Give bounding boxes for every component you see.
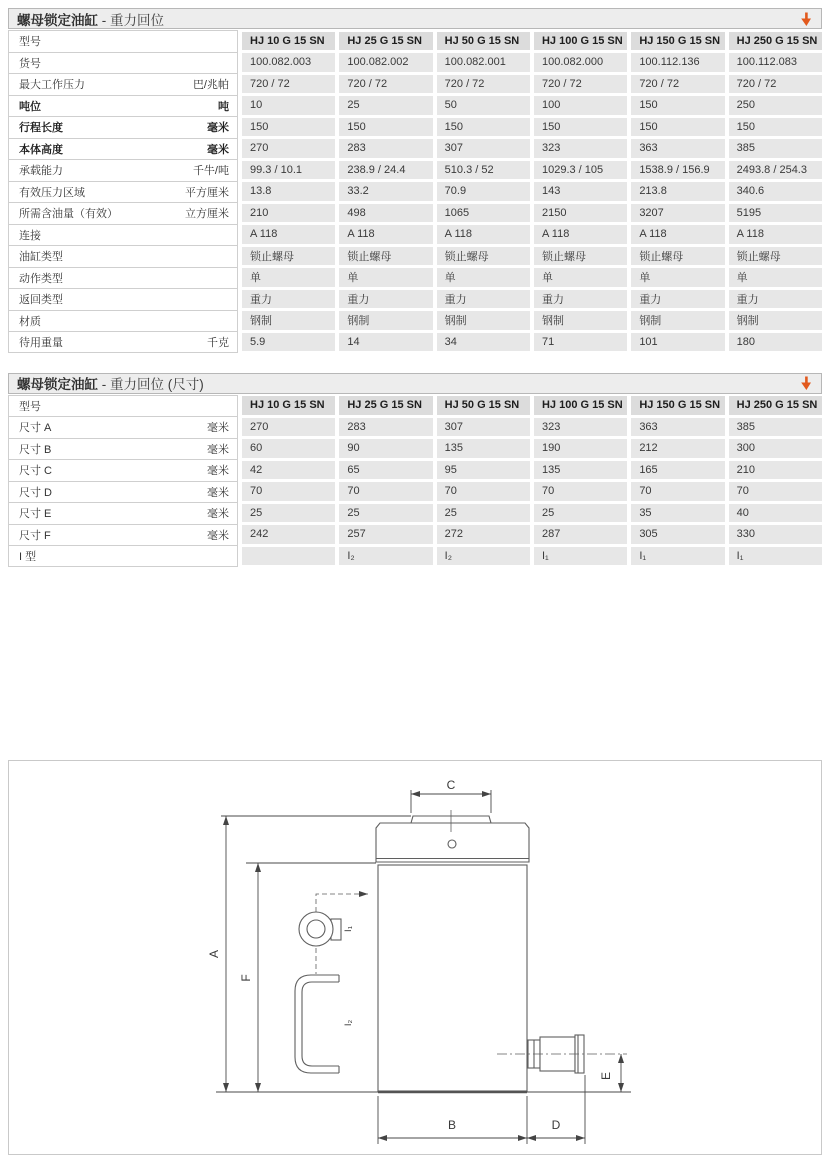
table-row: [8, 267, 822, 289]
table-cell: 25: [339, 504, 432, 523]
table-cell: 35: [631, 504, 724, 523]
section-title: 螺母锁定油缸: [17, 377, 98, 392]
table-cell: 510.3 / 52: [437, 161, 530, 180]
table-cell: 385: [729, 139, 822, 158]
dim-label-c: C: [446, 778, 456, 792]
table-row: [8, 502, 822, 524]
table-cell: 100.082.000: [534, 53, 627, 72]
row-label: 吨位: [19, 100, 41, 113]
table-cell: 单: [339, 268, 432, 287]
table-cell: 10: [242, 96, 335, 115]
table-cell: 100.082.001: [437, 53, 530, 72]
model-column-label: 型号: [19, 36, 41, 49]
table-cell: 25: [437, 504, 530, 523]
column-header: HJ 150 G 15 SN: [631, 396, 724, 415]
table-cell: 重力: [242, 290, 335, 309]
row-label: 有效压力区域: [19, 186, 85, 199]
table-cell: 13.8: [242, 182, 335, 201]
dim-label-a: A: [207, 949, 221, 959]
table-cell: 70: [631, 482, 724, 501]
row-label-cell: [8, 116, 238, 138]
table-cell: 14: [339, 333, 432, 352]
table-cell: 90: [339, 439, 432, 458]
row-label: 尺寸 E: [19, 508, 52, 521]
table-cell: 300: [729, 439, 822, 458]
table-row: [8, 52, 822, 74]
table-cell: 70: [729, 482, 822, 501]
row-unit: 毫米: [207, 529, 229, 542]
table-cell: 213.8: [631, 182, 724, 201]
table-cell: 70.9: [437, 182, 530, 201]
column-header: HJ 150 G 15 SN: [631, 32, 724, 51]
table-row: [8, 245, 822, 267]
table-cell: 单: [437, 268, 530, 287]
table-cell: 238.9 / 24.4: [339, 161, 432, 180]
table-cell: 150: [631, 118, 724, 137]
model-column-label: 型号: [19, 400, 41, 413]
row-label: 尺寸 F: [19, 529, 51, 542]
table-cell: A 118: [437, 225, 530, 244]
table-cell: 242: [242, 525, 335, 544]
table-cell: 283: [339, 139, 432, 158]
table-cell: 单: [242, 268, 335, 287]
table-cell: 330: [729, 525, 822, 544]
table-cell: 100.112.083: [729, 53, 822, 72]
table-cell: 720 / 72: [729, 75, 822, 94]
table-cell: 100.082.003: [242, 53, 335, 72]
table-cell: 150: [242, 118, 335, 137]
row-label-cell: [8, 73, 238, 95]
table-row: [8, 181, 822, 203]
section-subtitle: - 重力回位: [98, 12, 164, 28]
table-row: [8, 331, 822, 353]
table-cell: 720 / 72: [339, 75, 432, 94]
table-cell: 272: [437, 525, 530, 544]
table-cell: 重力: [534, 290, 627, 309]
column-header: HJ 25 G 15 SN: [339, 32, 432, 51]
column-header: HJ 10 G 15 SN: [242, 396, 335, 415]
table-cell: 5.9: [242, 333, 335, 352]
row-label: 本体高度: [19, 143, 63, 156]
table-cell: 锁止螺母: [729, 247, 822, 266]
table-cell: 150: [631, 96, 724, 115]
row-unit: 毫米: [207, 143, 229, 156]
table-cell: A 118: [534, 225, 627, 244]
row-unit: 毫米: [207, 465, 229, 478]
row-label: 连接: [19, 229, 41, 242]
table-cell: A 118: [729, 225, 822, 244]
table-cell: 150: [534, 118, 627, 137]
row-label-cell: [8, 52, 238, 74]
table-cell: 钢制: [534, 311, 627, 330]
row-label: 尺寸 A: [19, 422, 52, 435]
item-label-i1: I₁: [343, 926, 354, 932]
download-arrow-icon[interactable]: [799, 376, 814, 391]
section-title: 螺母锁定油缸: [17, 12, 98, 28]
table-cell: 190: [534, 439, 627, 458]
row-label-cell: [8, 545, 238, 567]
row-label-cell: [8, 331, 238, 353]
row-label: 最大工作压力: [19, 79, 85, 92]
row-label-cell: [8, 181, 238, 203]
table-header-row: [8, 395, 822, 417]
table-cell: 100: [534, 96, 627, 115]
dim-label-e: E: [599, 1071, 613, 1081]
cylinder-drawing: [9, 761, 821, 1154]
table-cell: 270: [242, 139, 335, 158]
table-cell: 71: [534, 333, 627, 352]
row-label: 油缸类型: [19, 251, 63, 264]
table-cell: 498: [339, 204, 432, 223]
table-cell: 363: [631, 139, 724, 158]
column-header: HJ 10 G 15 SN: [242, 32, 335, 51]
table-cell: 307: [437, 418, 530, 437]
column-header: HJ 250 G 15 SN: [729, 396, 822, 415]
table-cell: 720 / 72: [534, 75, 627, 94]
table-cell: A 118: [242, 225, 335, 244]
row-label-cell: [8, 524, 238, 546]
table-header-row: [8, 30, 822, 52]
dim-label-b: B: [447, 1118, 457, 1132]
table-row: [8, 138, 822, 160]
table-cell: [242, 547, 335, 566]
vent-hole: [448, 840, 456, 848]
table-cell: I₁: [534, 547, 627, 566]
column-header: HJ 100 G 15 SN: [534, 396, 627, 415]
row-label-cell: [8, 138, 238, 160]
table-cell: 99.3 / 10.1: [242, 161, 335, 180]
table-row: [8, 438, 822, 460]
table-cell: 3207: [631, 204, 724, 223]
table-cell: 钢制: [437, 311, 530, 330]
table-cell: 257: [339, 525, 432, 544]
table-row: [8, 288, 822, 310]
row-label-cell: [8, 288, 238, 310]
column-header: HJ 50 G 15 SN: [437, 396, 530, 415]
table-cell: 钢制: [242, 311, 335, 330]
table-cell: 25: [534, 504, 627, 523]
table-row: [8, 159, 822, 181]
row-label: 货号: [19, 57, 41, 70]
table-cell: 143: [534, 182, 627, 201]
table-cell: 287: [534, 525, 627, 544]
row-label-cell: [8, 481, 238, 503]
download-arrow-icon[interactable]: [799, 12, 814, 27]
table-cell: 钢制: [729, 311, 822, 330]
row-unit: 毫米: [207, 486, 229, 499]
table-cell: I₂: [437, 547, 530, 566]
row-label: 行程长度: [19, 122, 63, 135]
table-cell: 323: [534, 139, 627, 158]
table-cell: 720 / 72: [437, 75, 530, 94]
column-header: HJ 250 G 15 SN: [729, 32, 822, 51]
handle-icon: [295, 975, 339, 1073]
table-cell: 重力: [437, 290, 530, 309]
table-cell: 150: [729, 118, 822, 137]
row-unit: 毫米: [207, 508, 229, 521]
row-unit: 巴/兆帕: [192, 79, 229, 92]
row-unit: 千克: [207, 336, 229, 349]
row-label-cell: [8, 395, 238, 417]
cylinder-body: [378, 865, 527, 1091]
row-label-cell: [8, 438, 238, 460]
table-cell: 单: [534, 268, 627, 287]
row-label: 返回类型: [19, 294, 63, 307]
table-cell: 25: [339, 96, 432, 115]
table-row: [8, 224, 822, 246]
table-cell: 95: [437, 461, 530, 480]
table-cell: 210: [242, 204, 335, 223]
table-cell: 70: [242, 482, 335, 501]
table-cell: 钢制: [631, 311, 724, 330]
table-cell: 363: [631, 418, 724, 437]
table-cell: 385: [729, 418, 822, 437]
item-label-i2: I₂: [343, 1019, 354, 1027]
table-cell: 70: [534, 482, 627, 501]
row-label-cell: [8, 95, 238, 117]
table-cell: 270: [242, 418, 335, 437]
table-cell: 135: [534, 461, 627, 480]
table-cell: 65: [339, 461, 432, 480]
table-cell: 33.2: [339, 182, 432, 201]
table-cell: 34: [437, 333, 530, 352]
table-cell: 100.082.002: [339, 53, 432, 72]
table-cell: 720 / 72: [631, 75, 724, 94]
dim-label-f: F: [239, 974, 253, 982]
table-cell: 1538.9 / 156.9: [631, 161, 724, 180]
table-row: [8, 545, 822, 567]
row-unit: 毫米: [207, 443, 229, 456]
table-cell: 锁止螺母: [242, 247, 335, 266]
table-cell: 720 / 72: [242, 75, 335, 94]
row-label: 待用重量: [19, 336, 63, 349]
row-label: 所需含油量（有效）: [19, 208, 118, 221]
table-cell: 50: [437, 96, 530, 115]
table-cell: 单: [729, 268, 822, 287]
table-cell: 锁止螺母: [339, 247, 432, 266]
row-label: I 型: [19, 550, 37, 563]
row-label: 尺寸 B: [19, 443, 52, 456]
table-cell: 单: [631, 268, 724, 287]
section-header-dimensions: [8, 373, 822, 394]
lifting-eye-icon: [299, 912, 341, 946]
table-cell: 212: [631, 439, 724, 458]
table-cell: 180: [729, 333, 822, 352]
table-cell: 2150: [534, 204, 627, 223]
column-header: HJ 25 G 15 SN: [339, 396, 432, 415]
row-label-cell: [8, 224, 238, 246]
table-row: [8, 310, 822, 332]
table-row: [8, 416, 822, 438]
row-label-cell: [8, 416, 238, 438]
table-cell: 重力: [729, 290, 822, 309]
leader-dashed: [316, 894, 355, 912]
table-cell: 5195: [729, 204, 822, 223]
table-row: [8, 524, 822, 546]
spec-table: [8, 30, 822, 353]
section-subtitle: - 重力回位 (尺寸): [98, 377, 204, 392]
table-cell: 锁止螺母: [437, 247, 530, 266]
row-unit: 吨: [218, 100, 229, 113]
table-row: [8, 459, 822, 481]
technical-drawing-frame: [8, 760, 822, 1155]
table-cell: I₂: [339, 547, 432, 566]
table-cell: 135: [437, 439, 530, 458]
row-label-cell: [8, 159, 238, 181]
row-label: 尺寸 D: [19, 486, 52, 499]
table-cell: 25: [242, 504, 335, 523]
table-cell: 340.6: [729, 182, 822, 201]
table-cell: 重力: [631, 290, 724, 309]
column-header: HJ 50 G 15 SN: [437, 32, 530, 51]
table-cell: 1029.3 / 105: [534, 161, 627, 180]
row-label-cell: [8, 267, 238, 289]
table-cell: 1065: [437, 204, 530, 223]
table-cell: 210: [729, 461, 822, 480]
row-label-cell: [8, 459, 238, 481]
table-cell: 重力: [339, 290, 432, 309]
row-label: 材质: [19, 315, 41, 328]
dimension-table: [8, 395, 822, 567]
row-unit: 毫米: [207, 422, 229, 435]
table-cell: 70: [339, 482, 432, 501]
table-row: [8, 481, 822, 503]
table-cell: 锁止螺母: [534, 247, 627, 266]
dim-label-d: D: [551, 1118, 561, 1132]
table-cell: 165: [631, 461, 724, 480]
table-cell: I₁: [729, 547, 822, 566]
table-cell: A 118: [339, 225, 432, 244]
row-label-cell: [8, 202, 238, 224]
table-row: [8, 95, 822, 117]
table-cell: 60: [242, 439, 335, 458]
row-label-cell: [8, 310, 238, 332]
table-cell: 150: [339, 118, 432, 137]
row-label-cell: [8, 502, 238, 524]
row-label: 尺寸 C: [19, 465, 52, 478]
table-cell: 150: [437, 118, 530, 137]
table-cell: 钢制: [339, 311, 432, 330]
table-cell: 100.112.136: [631, 53, 724, 72]
row-unit: 平方厘米: [185, 186, 229, 199]
table-cell: 283: [339, 418, 432, 437]
table-cell: 307: [437, 139, 530, 158]
table-cell: 2493.8 / 254.3: [729, 161, 822, 180]
table-cell: 250: [729, 96, 822, 115]
section-header-specs: [8, 8, 822, 29]
table-cell: 40: [729, 504, 822, 523]
table-cell: A 118: [631, 225, 724, 244]
row-label: 动作类型: [19, 272, 63, 285]
table-cell: 101: [631, 333, 724, 352]
table-cell: 42: [242, 461, 335, 480]
row-label-cell: [8, 30, 238, 52]
table-row: [8, 116, 822, 138]
table-cell: 70: [437, 482, 530, 501]
row-label-cell: [8, 245, 238, 267]
column-header: HJ 100 G 15 SN: [534, 32, 627, 51]
row-unit: 千牛/吨: [192, 165, 229, 178]
row-unit: 立方厘米: [185, 208, 229, 221]
row-unit: 毫米: [207, 122, 229, 135]
table-cell: I₁: [631, 547, 724, 566]
table-cell: 323: [534, 418, 627, 437]
table-row: [8, 202, 822, 224]
table-cell: 305: [631, 525, 724, 544]
table-cell: 锁止螺母: [631, 247, 724, 266]
row-label: 承载能力: [19, 165, 63, 178]
table-row: [8, 73, 822, 95]
